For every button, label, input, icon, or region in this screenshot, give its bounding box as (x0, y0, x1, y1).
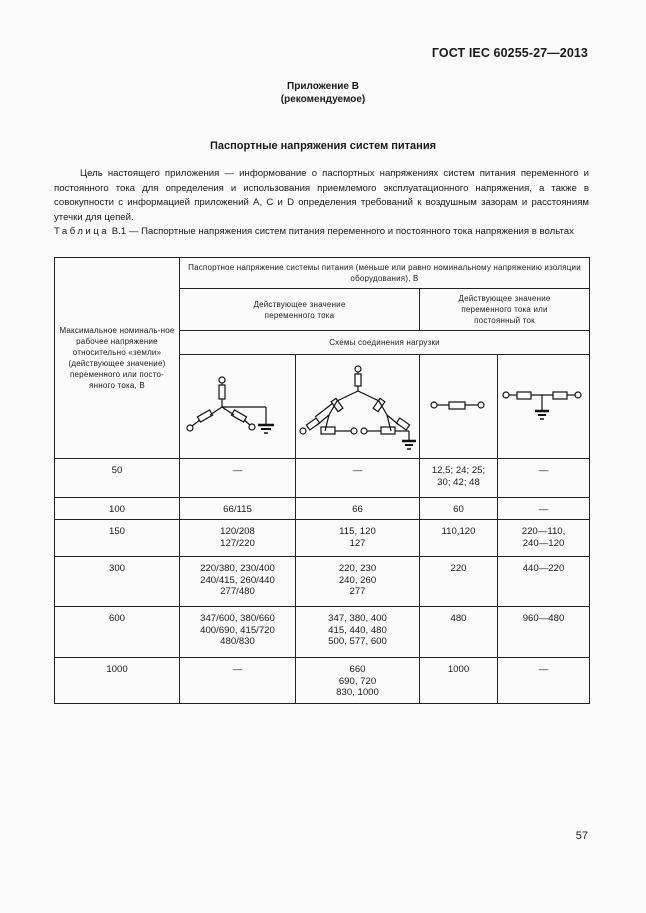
two-wire-diagram (420, 355, 498, 459)
star-with-ground-diagram (180, 355, 296, 459)
triangle-voltage-cell (296, 459, 420, 498)
cell-line: 120/208 (220, 526, 255, 537)
max-voltage-cell: 300 (55, 557, 180, 607)
two-wire-voltage-cell (420, 607, 498, 658)
intro-paragraph: Цель настоящего приложения — информование о паспортных напряжениях систем питания переменного и постоянного тока для определения и использования приемлемого эксплуатационного напряжения, а также в совокупности с информацией приложений А, С и D определения требований к воздушным зазорам и расстояниям утечки для цепей. (54, 168, 589, 223)
voltage-table (54, 257, 590, 704)
appendix-subtitle: (рекомендуемое) (280, 94, 366, 105)
cell-line: 480/830 (220, 636, 255, 647)
triangle-voltage-cell (296, 498, 420, 520)
cell-line: — (538, 504, 549, 515)
cell-line: 500, 577, 600 (328, 636, 387, 647)
triangle-with-ground-diagram (296, 355, 420, 459)
max-voltage-cell: 600 (55, 607, 180, 658)
cell-line: 220, 230 (338, 563, 377, 574)
cell-line: 220—110, (521, 526, 566, 537)
table-row (55, 658, 590, 704)
cell-line: 240—120 (522, 537, 565, 549)
table-caption (54, 226, 589, 238)
cell-line: 240/415, 260/440 (200, 574, 275, 586)
cell-line: 220 (450, 563, 467, 574)
cell-line: 12,5; 24; 25; (431, 465, 486, 476)
max-voltage-cell: 1000 (55, 658, 180, 704)
star-voltage-cell (180, 557, 296, 607)
three-wire-grounded-midpoint-diagram (498, 355, 590, 459)
table-row (55, 557, 590, 607)
two-wire-voltage-cell (420, 498, 498, 520)
cell-line: 66/115 (223, 504, 252, 515)
cell-line: 66 (352, 504, 363, 515)
table-row (55, 520, 590, 557)
max-voltage-header: Максимальное номиналь-ное рабочее напряжение относительно «земли» (действующее значение) переменного или посто-янного тока, В (55, 258, 180, 459)
cell-line: 347/600, 380/660 (200, 613, 275, 624)
standard-designation: ГОСТ IEC 60255-27—2013 (431, 46, 588, 60)
page-number: 57 (575, 830, 588, 842)
cell-line: 400/690, 415/720 (200, 624, 275, 636)
ac-header: Действующее значение переменного тока (180, 289, 420, 331)
cell-line: 60 (453, 504, 464, 515)
cell-line: 690, 720 (338, 675, 377, 687)
two-wire-voltage-cell (420, 459, 498, 498)
three-wire-voltage-cell (498, 557, 590, 607)
cell-line: 240, 260 (338, 574, 377, 586)
cell-line: — (352, 465, 363, 476)
appendix-title: Приложение В (287, 81, 359, 92)
dc-header: Действующее значение переменного тока или постоянный ток (420, 289, 590, 331)
cell-line: 127 (349, 537, 366, 549)
table-caption-rest: В.1 — Паспортные напряжения систем питания переменного и постоянного тока напряжения в вольтах (109, 226, 574, 237)
table-row (55, 459, 590, 498)
cell-line: 347, 380, 400 (328, 613, 387, 624)
cell-line: — (538, 664, 549, 675)
star-voltage-cell (180, 607, 296, 658)
three-wire-voltage-cell (498, 498, 590, 520)
max-voltage-cell: 150 (55, 520, 180, 557)
three-wire-voltage-cell (498, 607, 590, 658)
star-voltage-cell (180, 520, 296, 557)
cell-line: 30; 42; 48 (437, 476, 480, 488)
cell-line: 440—220 (522, 563, 565, 574)
cell-line: 220/380, 230/400 (200, 563, 275, 574)
star-voltage-cell (180, 658, 296, 704)
three-wire-voltage-cell (498, 658, 590, 704)
rated-voltage-header: Паспортное напряжение системы питания (меньше или равно номинальному напряжению изоляции оборудования), В (180, 258, 590, 289)
triangle-voltage-cell (296, 520, 420, 557)
two-wire-voltage-cell (420, 520, 498, 557)
cell-line: — (232, 465, 243, 476)
triangle-voltage-cell (296, 557, 420, 607)
triangle-voltage-cell (296, 658, 420, 704)
star-voltage-cell (180, 459, 296, 498)
cell-line: 277 (349, 586, 366, 597)
cell-line: — (538, 465, 549, 476)
cell-line: 830, 1000 (336, 687, 379, 698)
cell-line: 115, 120 (339, 526, 376, 537)
three-wire-voltage-cell (498, 520, 590, 557)
cell-line: 960—480 (522, 613, 565, 624)
cell-line: 277/480 (220, 586, 255, 597)
triangle-voltage-cell (296, 607, 420, 658)
two-wire-voltage-cell (420, 557, 498, 607)
cell-line: 127/220 (220, 537, 255, 549)
table-row (55, 607, 590, 658)
cell-line: — (232, 664, 243, 675)
three-wire-voltage-cell (498, 459, 590, 498)
cell-line: 415, 440, 480 (328, 624, 387, 636)
cell-line: 1000 (447, 664, 470, 675)
table-caption-prefix: Таблица (54, 226, 110, 237)
cell-line: 480 (450, 613, 467, 624)
cell-line: 110,120 (441, 526, 476, 537)
two-wire-voltage-cell (420, 658, 498, 704)
star-voltage-cell (180, 498, 296, 520)
max-voltage-cell: 100 (55, 498, 180, 520)
max-voltage-cell: 50 (55, 459, 180, 498)
section-title: Паспортные напряжения систем питания (209, 140, 436, 152)
schemes-header: Схемы соединения нагрузки (180, 331, 590, 355)
cell-line: 660 (349, 664, 366, 675)
table-row (55, 498, 590, 520)
